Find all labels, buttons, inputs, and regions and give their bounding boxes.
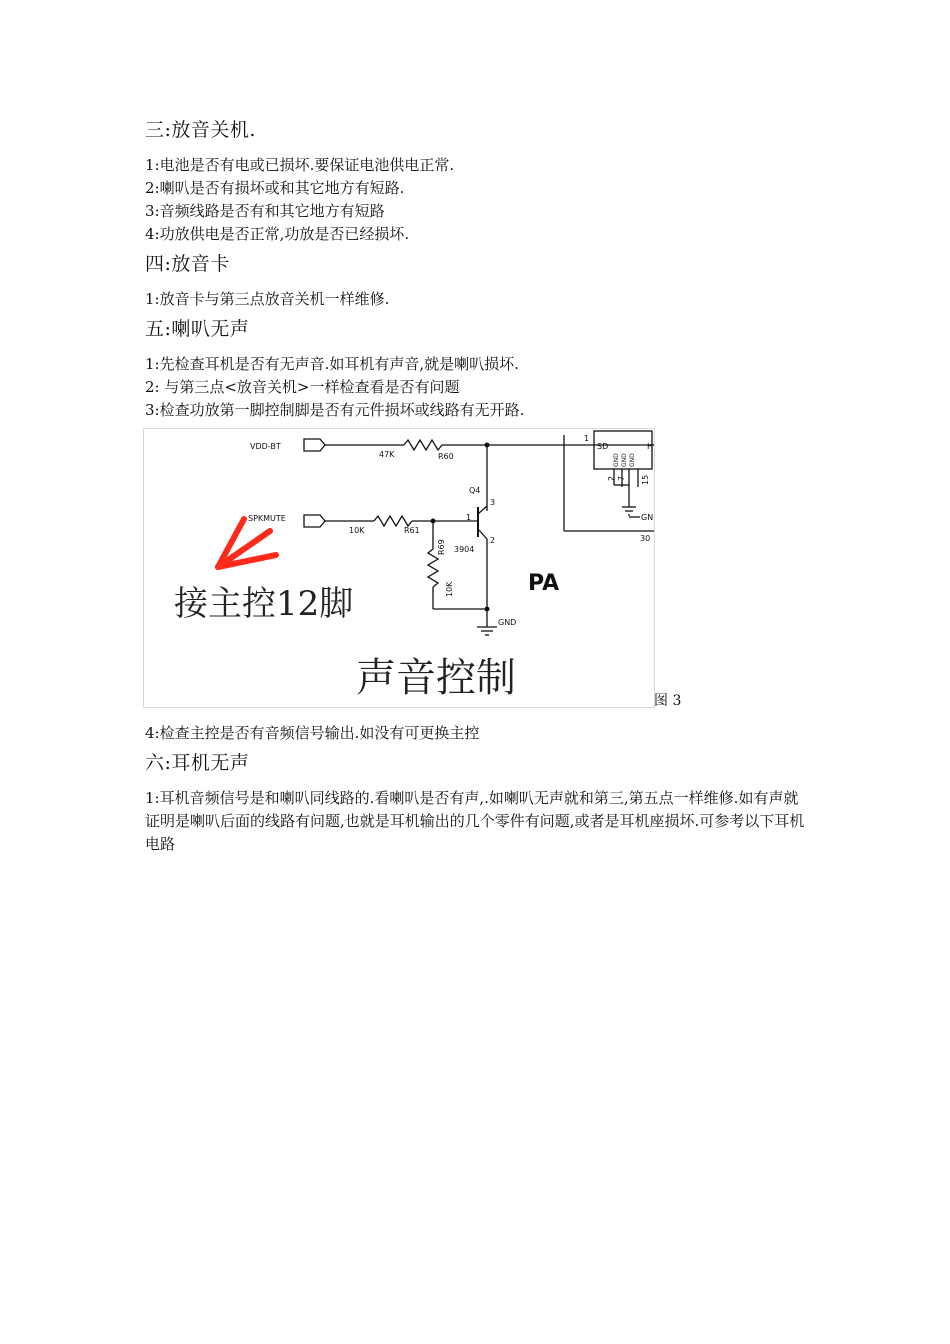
label-ic-h: H [647,442,654,451]
list-item: 3:检查功放第一脚控制脚是否有元件损坏或线路有无开路. [145,401,525,419]
figure-caption: 图 3 [654,693,682,709]
spkmute-connector [304,515,325,527]
label-ic-sd: SD [597,442,609,451]
annotation-connect-main-pin12: 接主控12脚 [174,584,354,624]
list-item: 4:功放供电是否正常,功放是否已经损坏. [145,225,410,243]
section-power-off [145,118,825,246]
list-item: 4:检查主控是否有音频信号输出.如没有可更换主控 [145,724,480,742]
list-item: 3:音频线路是否有和其它地方有短路 [145,202,385,220]
label-r60: R60 [438,452,454,461]
label-q4-pin3: 3 [490,498,496,507]
label-ic-pin1: 1 [584,434,590,443]
vdd-connector [304,439,325,451]
section-speaker-silent [145,317,825,422]
sound-control-schematic [143,428,655,708]
label-ic-pin2: 2 [607,475,616,481]
label-q4: Q4 [469,486,481,495]
section-heading: 三:放音关机. [145,119,256,141]
list-item: 1:先检查耳机是否有无声音.如耳机有声音,就是喇叭损坏. [145,355,519,373]
section-earphone-silent [145,751,825,856]
label-q4-pin2: 2 [490,536,496,545]
label-ic-gnd-b: GND [621,453,628,467]
label-ic-pin7: 7 [617,475,626,481]
list-item: 2:喇叭是否有损坏或和其它地方有短路. [145,179,405,197]
label-spkmute: SPKMUTE [248,514,286,523]
label-vdd-bt: VDD-BT [250,442,281,451]
schematic-title: 声音控制 [356,655,516,701]
label-gnd: GND [498,618,517,627]
label-ic-gn: GN [641,513,654,522]
list-item: 1:电池是否有电或已损坏.要保证电池供电正常. [145,156,455,174]
label-ic-pin15: 15 [641,474,650,485]
label-ic-30: 30 [640,534,651,543]
paragraph: 1:耳机音频信号是和喇叭同线路的.看喇叭是否有声,.如喇叭无声就和第三,第五点一样维修.如有声就证明是喇叭后面的线路有问题,也就是耳机输出的几个零件有问题,或者是耳机座损坏.可参考以下耳机电路 [145,789,805,853]
label-ic-gnd-a: GND [613,453,620,467]
label-q4-pin1: 1 [466,513,472,522]
label-r60-value: 47K [379,450,395,459]
resistor-r60 [404,440,442,450]
list-item: 1:放音卡与第三点放音关机一样维修. [145,290,390,308]
figure-3 [143,428,683,710]
section-heading: 五:喇叭无声 [145,318,250,340]
label-r61-value: 10K [349,526,365,535]
list-item: 2: 与第三点<放音关机>一样检查看是否有问题 [145,378,460,396]
label-ic-gnd-c: GND [629,453,636,467]
section-speaker-silent-continued [145,722,825,745]
label-r69: R69 [437,539,446,555]
section-heading: 六:耳机无声 [145,752,250,774]
label-pa: PA [528,571,560,596]
document-page [145,118,825,862]
resistor-r61 [374,516,412,526]
label-r69-value: 10K [445,581,454,597]
label-r61: R61 [404,526,420,535]
label-q4-part: 3904 [454,545,475,554]
section-playback-freeze [145,252,825,311]
section-heading: 四:放音卡 [145,253,230,275]
red-arrow-icon [218,519,276,567]
